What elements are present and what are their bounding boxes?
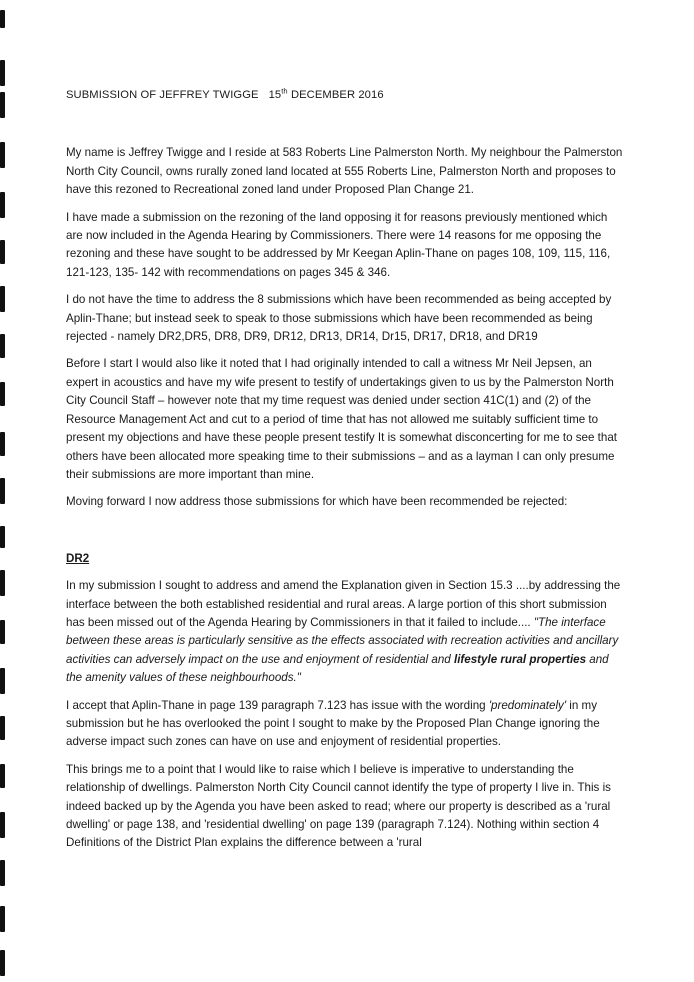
binding-mark [0,432,5,456]
section-heading-dr2: DR2 [66,551,90,565]
document-title [66,86,626,104]
binding-mark [0,716,5,740]
paragraph-moving-forward: Moving forward I now address those submissions for which have been recommended be rejected: [66,495,568,509]
dr2-quote-b: and the amenity values of these neighbourhoods." [66,652,609,685]
binding-mark [0,950,5,976]
binding-mark [0,620,5,644]
binding-mark [0,570,5,596]
accept-text-start: I accept that Aplin-Thane in page 139 paragraph 7.123 has issue with the wording [66,698,489,712]
binding-mark [0,764,5,788]
binding-mark [0,382,5,406]
paragraph-rejected-list: I do not have the time to address the 8 submissions which have been recommended as being accepted by Aplin-Thane; but instead seek to speak to those submissions which have been recommended as being rejected - namely DR2,DR5, DR8, DR9, DR12, DR13, DR14, Dr15, DR17, DR18, and DR19 [66,293,612,344]
title-ordinal: th [281,86,288,96]
binding-mark [0,668,5,694]
paragraph-dr2-explanation [66,577,626,687]
accept-text-end: in my submission but he has overlooked the point I sought to make by the Proposed Plan Change ignoring the adverse impact such zones can have on use and enjoyment of residential properties. [66,698,600,749]
paragraph-dr2-dwellings: This brings me to a point that I would like to raise which I believe is imperative to understanding the relationship of dwellings. Palmerston North City Council cannot identify the type of property I live in. This is indeed backed up by the Agenda you have been asked to read; where our property is described as a 'rural dwelling' or page 138, and 'residential dwelling' on page 139 (paragraph 7.124). Nothing within section 4 Definitions of the District Plan explains the difference between a 'rural [66,762,611,850]
binding-mark [0,192,5,218]
binding-mark [0,526,5,548]
binding-mark [0,286,5,312]
binding-mark [0,240,5,264]
binding-mark [0,10,5,28]
binding-mark [0,906,5,932]
title-prefix: SUBMISSION OF JEFFREY TWIGGE [66,89,259,101]
paragraph-intro: My name is Jeffrey Twigge and I reside at 583 Roberts Line Palmerston North. My neighbour the Palmerston North City Council, owns rurally zoned land located at 555 Roberts Line, Palmerston North and proposes to have this rezoned to Recreational zoned land under Proposed Plan Change 21. [66,146,623,197]
binding-mark [0,860,5,886]
document-body [66,86,626,853]
binding-edge-marks [0,0,10,982]
binding-mark [0,812,5,838]
binding-mark [0,60,5,86]
binding-mark [0,478,5,504]
title-date-rest: DECEMBER 2016 [290,89,384,101]
dr2-text: In my submission I sought to address and amend the Explanation given in Section 15.3 ....by addressing the interface between the both established residential and rural areas. A large portion of this short submission has been missed out of the Agenda Hearing by Commissioners in that it failed to include.... [66,579,621,629]
paragraph-submission: I have made a submission on the rezoning of the land opposing it for reasons previously mentioned which are now included in the Agenda Hearing by Commissioners. There were 14 reasons for me opposing the rezoning and these have sought to be addressed by Mr Keegan Aplin-Thane on pages 108, 109, 115, 116, 121-123, 135- 142 with recommendations on pages 345 & 346. [66,210,611,279]
binding-mark [0,142,5,168]
title-day: 15 [268,89,282,101]
dr2-quote-bold: lifestyle rural properties [453,652,587,666]
paragraph-witness: Before I start I would also like it noted that I had originally intended to call a witness Mr Neil Jepsen, an expert in acoustics and have my wife present to testify of undertakings given to us by the Palmerston North City Council Staff – however note that my time request was denied under section 41C(1) and (2) of the Resource Management Act and cut to a period of time that has not allowed me suitably sufficient time to present my objections and have these people present testify It is somewhat disconcerting for me to see that others have been allocated more speaking time to their submissions – and as a layman I can only presume their submissions are more important than mine. [66,357,618,481]
dr2-quote-a: "The interface between these areas is particularly sensitive as the effects associated with recreation activities and ancillary activities can adversely impact on the use and enjoyment of residential and [66,615,619,666]
binding-mark [0,92,5,118]
binding-mark [0,334,5,358]
accept-italic-word: 'predominately' [488,698,567,712]
paragraph-dr2-accept [66,697,626,752]
